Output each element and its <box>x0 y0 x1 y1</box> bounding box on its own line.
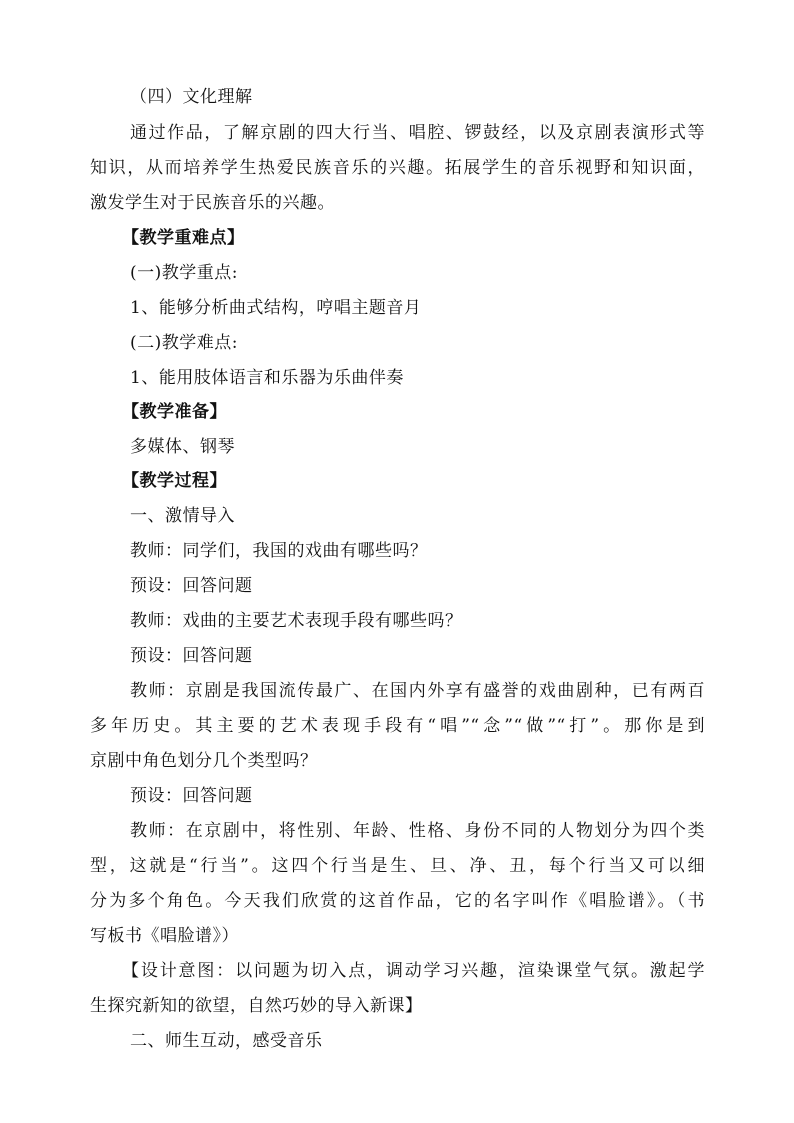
culture-paragraph-line-1: 通过作品，了解京剧的四大行当、唱腔、锣鼓经，以及京剧表演形式等 <box>130 123 705 143</box>
preparation-items: 多媒体、钢琴 <box>130 437 235 457</box>
section-culture-heading: （四）文化理解 <box>130 87 253 107</box>
teacher-line-1: 教师：同学们，我国的戏曲有哪些吗？ <box>130 541 428 561</box>
teacher-paragraph-4-line-3: 分为多个角色。今天我们欣赏的这首作品，它的名字叫作《唱脸谱》。（书 <box>90 891 705 911</box>
teacher-paragraph-3-line-2: 多年历史。其主要的艺术表现手段有“唱”“念”“做”“打”。那你是到 <box>90 716 705 736</box>
preset-line-3: 预设：回答问题 <box>130 786 253 806</box>
step-1-heading: 一、激情导入 <box>130 506 235 526</box>
heading-preparation: 【教学准备】 <box>122 402 227 422</box>
key-point-label: (一)教学重点: <box>130 263 238 283</box>
teacher-paragraph-4-line-4: 写板书《唱脸谱》） <box>90 926 239 946</box>
key-point-1: 1、能够分析曲式结构，哼唱主题音月 <box>130 298 422 318</box>
culture-paragraph-line-2: 知识，从而培养学生热爱民族音乐的兴趣。拓展学生的音乐视野和知识面， <box>90 158 705 178</box>
heading-key-points: 【教学重难点】 <box>122 228 245 248</box>
heading-process: 【教学过程】 <box>122 471 227 491</box>
difficult-point-label: (二)教学难点: <box>130 333 238 353</box>
design-intent-line-2: 生探究新知的欲望，自然巧妙的导入新课】 <box>90 996 423 1016</box>
teacher-paragraph-4-line-1: 教师：在京剧中，将性别、年龄、性格、身份不同的人物划分为四个类 <box>130 821 705 841</box>
preset-line-2: 预设：回答问题 <box>130 646 253 666</box>
step-2-heading: 二、师生互动，感受音乐 <box>130 1031 323 1051</box>
culture-paragraph-line-3: 激发学生对于民族音乐的兴趣。 <box>90 193 335 213</box>
design-intent-line-1: 【设计意图：以问题为切入点，调动学习兴趣，渲染课堂气氛。激起学 <box>122 961 705 981</box>
preset-line-1: 预设：回答问题 <box>130 576 253 596</box>
teacher-line-2: 教师：戏曲的主要艺术表现手段有哪些吗？ <box>130 611 463 631</box>
difficult-point-1: 1、能用肢体语言和乐器为乐曲伴奏 <box>130 368 404 388</box>
teacher-paragraph-4-line-2: 型，这就是“行当”。这四个行当是生、旦、净、丑，每个行当又可以细 <box>90 856 705 876</box>
teacher-paragraph-3-line-3: 京剧中角色划分几个类型吗？ <box>90 751 318 771</box>
teacher-paragraph-3-line-1: 教师：京剧是我国流传最广、在国内外享有盛誉的戏曲剧种，已有两百 <box>130 681 705 701</box>
